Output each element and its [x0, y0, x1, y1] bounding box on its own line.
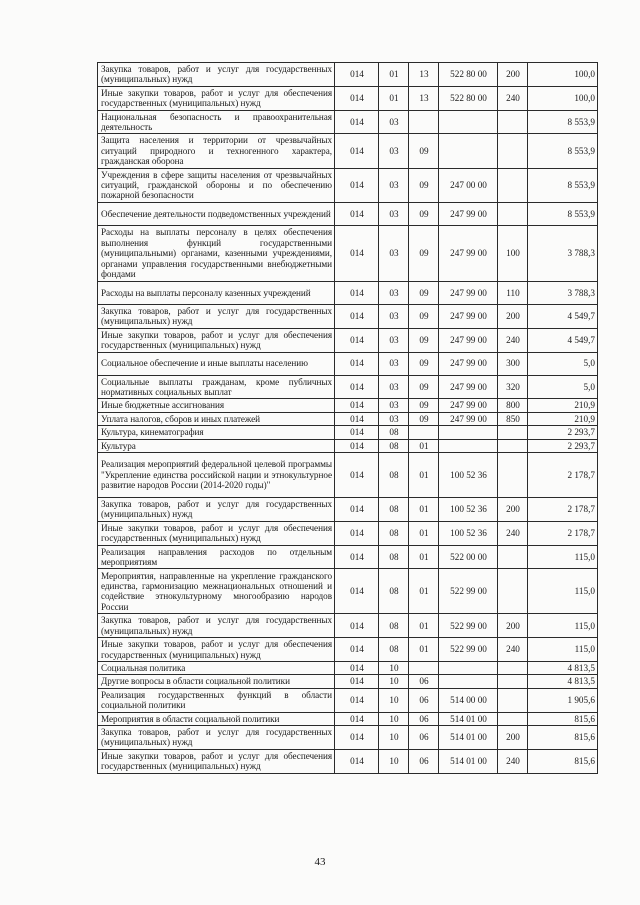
section-code-cell: 03 [379, 168, 409, 202]
subsection-code-cell: 09 [409, 225, 439, 281]
page-number: 43 [314, 856, 326, 868]
amount-cell: 815,6 [528, 726, 598, 750]
expense-type-cell: 240 [498, 749, 528, 773]
subsection-code-cell: 01 [409, 439, 439, 452]
section-code-cell: 10 [379, 749, 409, 773]
expense-name-cell: Реализация мероприятий федеральной целевой программы "Укрепление единства российской нации и этнокультурное развитие народов России (2014-2020 годы)" [98, 452, 335, 497]
section-code-cell: 03 [379, 328, 409, 352]
table-row [98, 86, 598, 110]
expense-name-cell: Социальная политика [98, 662, 335, 675]
table-row [98, 569, 598, 614]
amount-cell: 210,9 [528, 399, 598, 412]
expense-name-cell: Социальное обеспечение и иные выплаты населению [98, 352, 335, 375]
amount-cell: 8 553,9 [528, 168, 598, 202]
ministry-code-cell: 014 [335, 304, 379, 328]
ministry-code-cell: 014 [335, 569, 379, 614]
subsection-code-cell [409, 110, 439, 134]
section-code-cell: 10 [379, 712, 409, 725]
subsection-code-cell: 13 [409, 63, 439, 87]
expense-type-cell: 240 [498, 86, 528, 110]
section-code-cell: 10 [379, 675, 409, 688]
target-article-cell: 247 99 00 [439, 328, 498, 352]
expense-name-cell: Социальные выплаты гражданам, кроме публичных нормативных социальных выплат [98, 375, 335, 399]
target-article-cell: 522 99 00 [439, 638, 498, 662]
expense-type-cell [498, 110, 528, 134]
expense-type-cell: 200 [498, 304, 528, 328]
subsection-code-cell: 09 [409, 399, 439, 412]
amount-cell: 4 813,5 [528, 675, 598, 688]
amount-cell: 2 178,7 [528, 521, 598, 545]
target-article-cell: 100 52 36 [439, 497, 498, 521]
ministry-code-cell: 014 [335, 726, 379, 750]
subsection-code-cell: 06 [409, 675, 439, 688]
amount-cell: 815,6 [528, 712, 598, 725]
amount-cell: 4 813,5 [528, 662, 598, 675]
amount-cell: 2 293,7 [528, 439, 598, 452]
target-article-cell [439, 662, 498, 675]
ministry-code-cell: 014 [335, 638, 379, 662]
section-code-cell: 03 [379, 352, 409, 375]
expense-type-cell: 320 [498, 375, 528, 399]
expense-type-cell [498, 168, 528, 202]
subsection-code-cell: 09 [409, 375, 439, 399]
section-code-cell: 08 [379, 545, 409, 569]
expense-type-cell [498, 202, 528, 225]
table-row [98, 352, 598, 375]
ministry-code-cell: 014 [335, 452, 379, 497]
expense-name-cell: Культура [98, 439, 335, 452]
table-row [98, 304, 598, 328]
ministry-code-cell: 014 [335, 86, 379, 110]
expense-type-cell: 110 [498, 281, 528, 304]
section-code-cell: 01 [379, 86, 409, 110]
subsection-code-cell: 01 [409, 545, 439, 569]
subsection-code-cell: 06 [409, 726, 439, 750]
ministry-code-cell: 014 [335, 225, 379, 281]
table-row [98, 110, 598, 134]
table-row [98, 399, 598, 412]
amount-cell: 8 553,9 [528, 202, 598, 225]
ministry-code-cell: 014 [335, 328, 379, 352]
amount-cell: 3 788,3 [528, 225, 598, 281]
expense-type-cell [498, 662, 528, 675]
table-row [98, 688, 598, 712]
subsection-code-cell: 01 [409, 521, 439, 545]
amount-cell: 2 178,7 [528, 452, 598, 497]
table-row [98, 749, 598, 773]
section-code-cell: 08 [379, 614, 409, 638]
subsection-code-cell [409, 662, 439, 675]
expense-type-cell: 850 [498, 412, 528, 425]
amount-cell: 115,0 [528, 614, 598, 638]
ministry-code-cell: 014 [335, 110, 379, 134]
expense-name-cell: Иные закупки товаров, работ и услуг для обеспечения государственных (муниципальных) нужд [98, 749, 335, 773]
subsection-code-cell [409, 426, 439, 439]
budget-table-body [98, 63, 598, 774]
target-article-cell: 514 01 00 [439, 726, 498, 750]
ministry-code-cell: 014 [335, 688, 379, 712]
ministry-code-cell: 014 [335, 281, 379, 304]
expense-type-cell [498, 134, 528, 168]
target-article-cell [439, 675, 498, 688]
section-code-cell: 03 [379, 412, 409, 425]
table-row [98, 452, 598, 497]
subsection-code-cell: 01 [409, 452, 439, 497]
expense-type-cell [498, 426, 528, 439]
section-code-cell: 08 [379, 439, 409, 452]
expense-type-cell: 240 [498, 521, 528, 545]
subsection-code-cell: 09 [409, 328, 439, 352]
section-code-cell: 01 [379, 63, 409, 87]
expense-type-cell [498, 569, 528, 614]
amount-cell: 5,0 [528, 375, 598, 399]
target-article-cell: 100 52 36 [439, 521, 498, 545]
amount-cell: 815,6 [528, 749, 598, 773]
target-article-cell: 522 00 00 [439, 545, 498, 569]
amount-cell: 100,0 [528, 86, 598, 110]
ministry-code-cell: 014 [335, 412, 379, 425]
ministry-code-cell: 014 [335, 202, 379, 225]
subsection-code-cell: 09 [409, 304, 439, 328]
target-article-cell: 247 99 00 [439, 352, 498, 375]
target-article-cell: 514 00 00 [439, 688, 498, 712]
amount-cell: 4 549,7 [528, 304, 598, 328]
ministry-code-cell: 014 [335, 63, 379, 87]
amount-cell: 5,0 [528, 352, 598, 375]
table-row [98, 281, 598, 304]
table-row [98, 638, 598, 662]
target-article-cell [439, 110, 498, 134]
target-article-cell: 247 00 00 [439, 168, 498, 202]
expense-name-cell: Национальная безопасность и правоохранительная деятельность [98, 110, 335, 134]
table-row [98, 202, 598, 225]
expense-name-cell: Иные закупки товаров, работ и услуг для обеспечения государственных (муниципальных) нужд [98, 86, 335, 110]
target-article-cell: 522 80 00 [439, 63, 498, 87]
ministry-code-cell: 014 [335, 662, 379, 675]
ministry-code-cell: 014 [335, 168, 379, 202]
ministry-code-cell: 014 [335, 375, 379, 399]
amount-cell: 8 553,9 [528, 134, 598, 168]
target-article-cell [439, 134, 498, 168]
amount-cell: 115,0 [528, 569, 598, 614]
section-code-cell: 08 [379, 638, 409, 662]
table-row [98, 712, 598, 725]
section-code-cell: 08 [379, 569, 409, 614]
table-row [98, 168, 598, 202]
ministry-code-cell: 014 [335, 712, 379, 725]
amount-cell: 2 293,7 [528, 426, 598, 439]
ministry-code-cell: 014 [335, 675, 379, 688]
section-code-cell: 03 [379, 399, 409, 412]
subsection-code-cell: 09 [409, 281, 439, 304]
expense-type-cell: 100 [498, 225, 528, 281]
section-code-cell: 08 [379, 452, 409, 497]
expense-type-cell [498, 712, 528, 725]
ministry-code-cell: 014 [335, 439, 379, 452]
target-article-cell: 247 99 00 [439, 375, 498, 399]
expense-type-cell: 240 [498, 328, 528, 352]
table-row [98, 521, 598, 545]
target-article-cell: 100 52 36 [439, 452, 498, 497]
expense-name-cell: Мероприятия в области социальной политики [98, 712, 335, 725]
target-article-cell: 247 99 00 [439, 281, 498, 304]
expense-type-cell [498, 452, 528, 497]
ministry-code-cell: 014 [335, 134, 379, 168]
subsection-code-cell: 09 [409, 352, 439, 375]
expense-type-cell: 200 [498, 614, 528, 638]
ministry-code-cell: 014 [335, 426, 379, 439]
expense-name-cell: Иные бюджетные ассигнования [98, 399, 335, 412]
table-row [98, 439, 598, 452]
expense-type-cell: 240 [498, 638, 528, 662]
section-code-cell: 03 [379, 110, 409, 134]
expense-name-cell: Учреждения в сфере защиты населения от чрезвычайных ситуаций, гражданской обороны и по обеспечению пожарной безопасности [98, 168, 335, 202]
expense-name-cell: Мероприятия, направленные на укрепление гражданского единства, гармонизацию межнациональных отношений и содействие этнокультурному многообразию народов России [98, 569, 335, 614]
target-article-cell: 247 99 00 [439, 202, 498, 225]
expense-name-cell: Закупка товаров, работ и услуг для государственных (муниципальных) нужд [98, 726, 335, 750]
target-article-cell: 247 99 00 [439, 412, 498, 425]
section-code-cell: 08 [379, 426, 409, 439]
amount-cell: 210,9 [528, 412, 598, 425]
subsection-code-cell: 06 [409, 749, 439, 773]
table-row [98, 545, 598, 569]
amount-cell: 2 178,7 [528, 497, 598, 521]
target-article-cell [439, 426, 498, 439]
table-row [98, 412, 598, 425]
subsection-code-cell: 09 [409, 412, 439, 425]
section-code-cell: 10 [379, 726, 409, 750]
expense-type-cell: 200 [498, 497, 528, 521]
expense-type-cell [498, 439, 528, 452]
target-article-cell: 514 01 00 [439, 712, 498, 725]
expense-name-cell: Реализация государственных функций в области социальной политики [98, 688, 335, 712]
expense-type-cell [498, 545, 528, 569]
section-code-cell: 03 [379, 304, 409, 328]
expense-name-cell: Закупка товаров, работ и услуг для государственных (муниципальных) нужд [98, 614, 335, 638]
section-code-cell: 03 [379, 225, 409, 281]
ministry-code-cell: 014 [335, 614, 379, 638]
expense-name-cell: Обеспечение деятельности подведомственных учреждений [98, 202, 335, 225]
ministry-code-cell: 014 [335, 497, 379, 521]
subsection-code-cell: 09 [409, 202, 439, 225]
ministry-code-cell: 014 [335, 545, 379, 569]
expense-name-cell: Расходы на выплаты персоналу в целях обеспечения выполнения функций государственными (муниципальными) органами, казенными учреждениями, органами управления государственными внебюджетными фондами [98, 225, 335, 281]
table-row [98, 63, 598, 87]
expense-name-cell: Расходы на выплаты персоналу казенных учреждений [98, 281, 335, 304]
table-row [98, 726, 598, 750]
target-article-cell: 247 99 00 [439, 399, 498, 412]
target-article-cell: 247 99 00 [439, 304, 498, 328]
expense-name-cell: Защита населения и территории от чрезвычайных ситуаций природного и техногенного характера, гражданская оборона [98, 134, 335, 168]
expense-name-cell: Культура, кинематография [98, 426, 335, 439]
expense-name-cell: Закупка товаров, работ и услуг для государственных (муниципальных) нужд [98, 497, 335, 521]
section-code-cell: 10 [379, 688, 409, 712]
expense-name-cell: Иные закупки товаров, работ и услуг для обеспечения государственных (муниципальных) нужд [98, 328, 335, 352]
target-article-cell: 522 80 00 [439, 86, 498, 110]
expense-name-cell: Иные закупки товаров, работ и услуг для обеспечения государственных (муниципальных) нужд [98, 521, 335, 545]
table-row [98, 426, 598, 439]
ministry-code-cell: 014 [335, 521, 379, 545]
ministry-code-cell: 014 [335, 749, 379, 773]
subsection-code-cell: 01 [409, 497, 439, 521]
table-row [98, 614, 598, 638]
expense-type-cell: 200 [498, 63, 528, 87]
table-row [98, 134, 598, 168]
expense-name-cell: Другие вопросы в области социальной политики [98, 675, 335, 688]
ministry-code-cell: 014 [335, 399, 379, 412]
subsection-code-cell: 06 [409, 712, 439, 725]
amount-cell: 100,0 [528, 63, 598, 87]
expense-type-cell: 300 [498, 352, 528, 375]
subsection-code-cell: 13 [409, 86, 439, 110]
section-code-cell: 03 [379, 134, 409, 168]
subsection-code-cell: 06 [409, 688, 439, 712]
budget-table [97, 62, 598, 774]
section-code-cell: 03 [379, 202, 409, 225]
section-code-cell: 03 [379, 281, 409, 304]
expense-type-cell: 800 [498, 399, 528, 412]
expense-name-cell: Реализация направления расходов по отдельным мероприятиям [98, 545, 335, 569]
target-article-cell: 522 99 00 [439, 614, 498, 638]
table-row [98, 497, 598, 521]
expense-name-cell: Иные закупки товаров, работ и услуг для обеспечения государственных (муниципальных) нужд [98, 638, 335, 662]
table-row [98, 662, 598, 675]
subsection-code-cell: 01 [409, 638, 439, 662]
target-article-cell: 522 99 00 [439, 569, 498, 614]
expense-type-cell [498, 688, 528, 712]
table-row [98, 328, 598, 352]
subsection-code-cell: 01 [409, 614, 439, 638]
amount-cell: 115,0 [528, 638, 598, 662]
section-code-cell: 08 [379, 497, 409, 521]
target-article-cell [439, 439, 498, 452]
amount-cell: 1 905,6 [528, 688, 598, 712]
target-article-cell: 247 99 00 [439, 225, 498, 281]
amount-cell: 4 549,7 [528, 328, 598, 352]
section-code-cell: 03 [379, 375, 409, 399]
amount-cell: 3 788,3 [528, 281, 598, 304]
target-article-cell: 514 01 00 [439, 749, 498, 773]
expense-name-cell: Уплата налогов, сборов и иных платежей [98, 412, 335, 425]
expense-type-cell [498, 675, 528, 688]
ministry-code-cell: 014 [335, 352, 379, 375]
expense-name-cell: Закупка товаров, работ и услуг для государственных (муниципальных) нужд [98, 63, 335, 87]
table-row [98, 375, 598, 399]
section-code-cell: 08 [379, 521, 409, 545]
amount-cell: 8 553,9 [528, 110, 598, 134]
table-row [98, 675, 598, 688]
subsection-code-cell: 01 [409, 569, 439, 614]
subsection-code-cell: 09 [409, 168, 439, 202]
expense-name-cell: Закупка товаров, работ и услуг для государственных (муниципальных) нужд [98, 304, 335, 328]
subsection-code-cell: 09 [409, 134, 439, 168]
section-code-cell: 10 [379, 662, 409, 675]
table-row [98, 225, 598, 281]
amount-cell: 115,0 [528, 545, 598, 569]
expense-type-cell: 200 [498, 726, 528, 750]
